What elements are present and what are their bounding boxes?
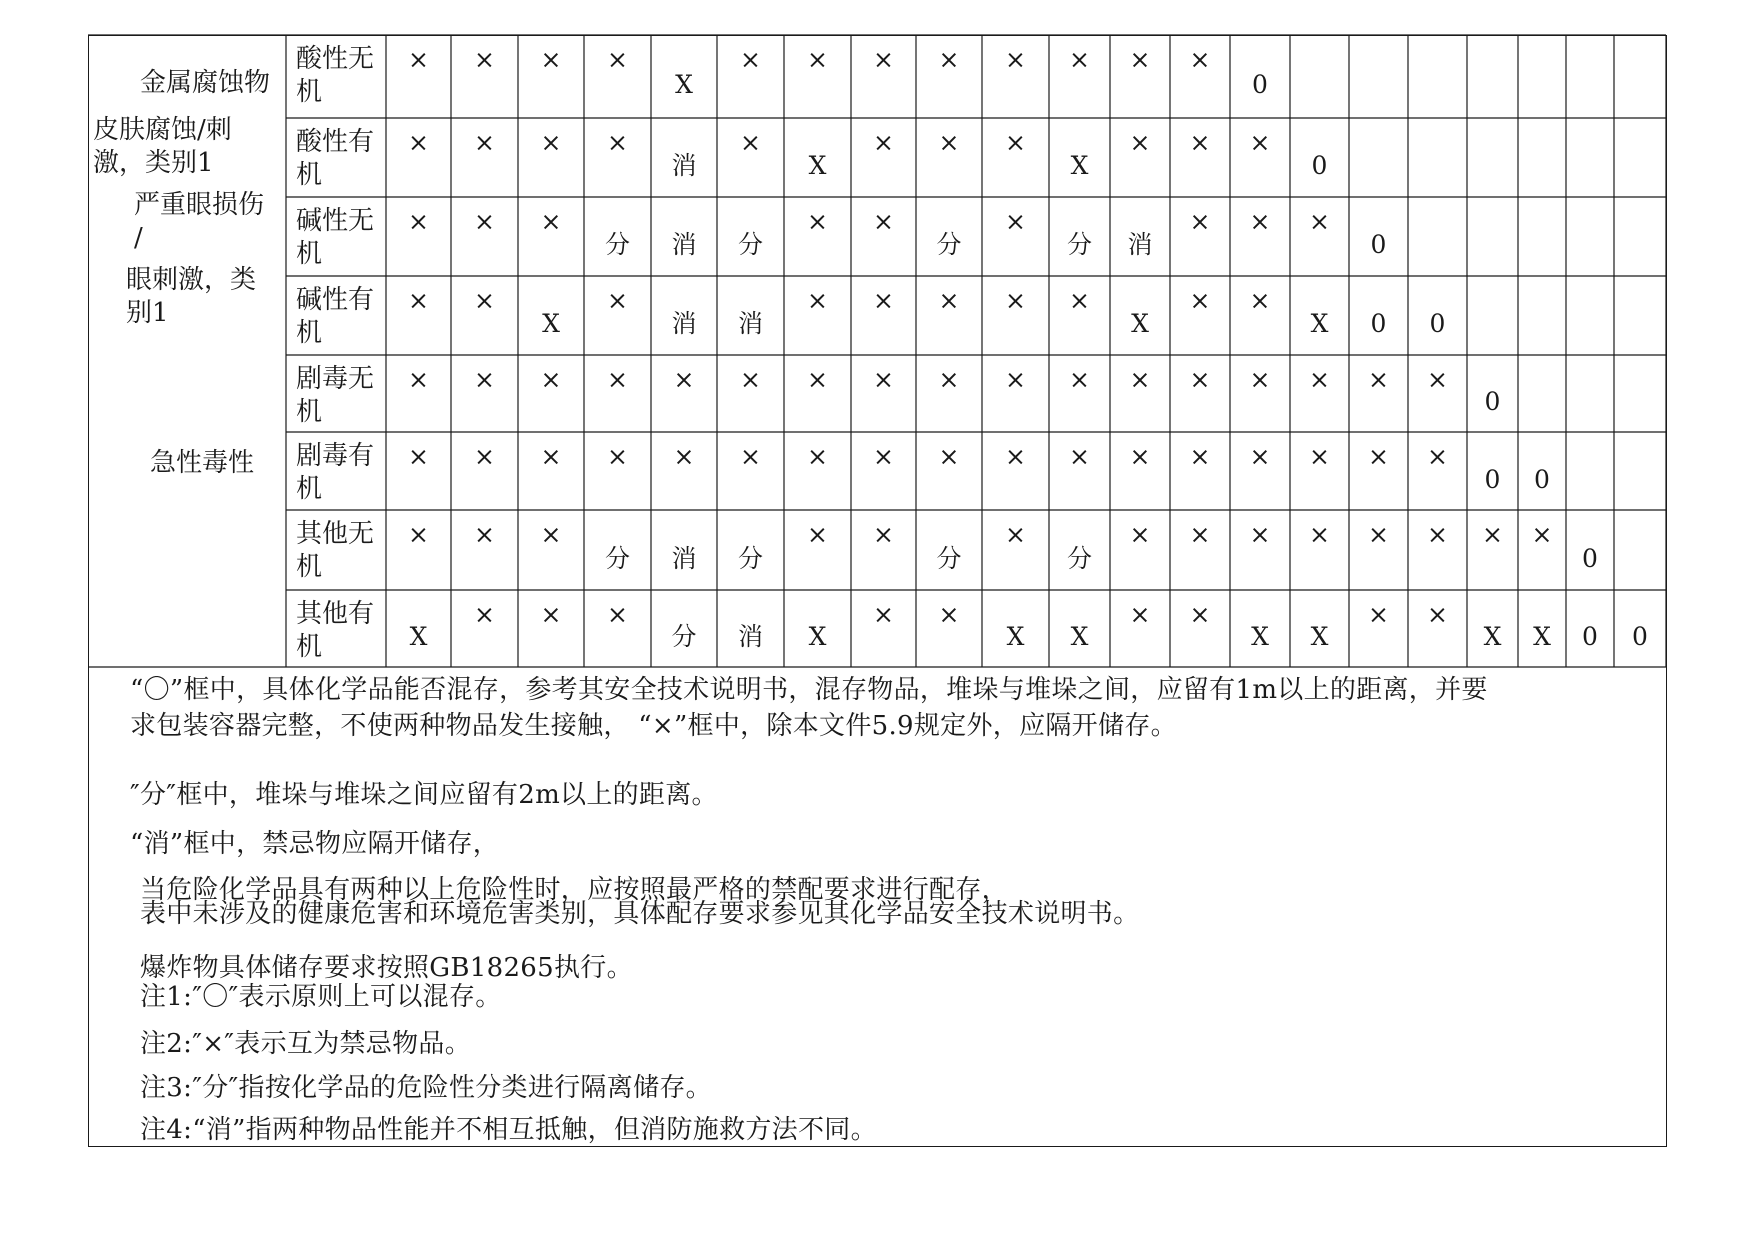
table-cell: 分 [604, 543, 630, 573]
table-cell: × [873, 520, 894, 549]
note-paragraph-fire: “消”框中，禁忌物应隔开储存， [130, 829, 500, 859]
table-cell-empty [1566, 197, 1614, 276]
table-cell: × [540, 128, 562, 157]
table-cell-empty [1614, 510, 1666, 590]
table-cell: × [1189, 520, 1211, 549]
table-cell: × [1531, 520, 1553, 549]
table-cell-empty [1290, 35, 1349, 118]
table-cell: X [1070, 151, 1089, 180]
table-cell-empty [1467, 276, 1518, 355]
table-cell-empty [1349, 35, 1408, 118]
table-cell: 分 [671, 622, 697, 651]
table-cell: × [474, 207, 495, 236]
table-cell: X [1533, 622, 1551, 651]
table-cell: 分 [737, 543, 763, 573]
table-cell: × [1069, 45, 1090, 74]
table-cell: X [409, 622, 428, 651]
table-cell: × [1129, 442, 1151, 471]
table-cell: × [474, 600, 495, 629]
table-cell: X [1251, 622, 1269, 651]
table-cell: × [938, 45, 960, 74]
table-cell: × [540, 442, 562, 471]
table-cell: × [1249, 286, 1271, 315]
table-cell: × [607, 286, 628, 315]
table-cell: 消 [671, 309, 697, 338]
category-corrosive-line6: 眼刺激，类 [126, 265, 257, 295]
table-cell: × [1129, 128, 1151, 157]
table-cell: × [408, 128, 429, 157]
table-cell: × [673, 365, 695, 394]
table-cell: × [1005, 520, 1026, 549]
table-cell-empty [1467, 118, 1518, 197]
note-paragraph-separate: ″分″框中，堆垛与堆垛之间应留有2m以上的距离。 [130, 780, 718, 810]
table-cell: × [1129, 600, 1151, 629]
table-cell: × [1427, 442, 1448, 471]
table-cell: × [873, 128, 894, 157]
table-cell: 分 [936, 543, 962, 573]
table-cell: X [1310, 622, 1329, 651]
table-cell-empty [1566, 355, 1614, 432]
table-cell-empty [1614, 355, 1666, 432]
table-cell: × [1069, 286, 1090, 315]
table-cell: × [873, 207, 894, 236]
table-cell: × [1427, 600, 1448, 629]
table-cell: 分 [1066, 543, 1092, 573]
table-cell-empty [1566, 432, 1614, 510]
table-cell: × [873, 600, 894, 629]
table-cell-empty [1518, 35, 1566, 118]
table-cell: × [1069, 442, 1090, 471]
table-cell: 消 [737, 309, 763, 338]
table-cell: 0 [1311, 151, 1328, 180]
table-cell: × [540, 520, 562, 549]
table-cell: × [1005, 45, 1026, 74]
row-label: 碱性无机 [296, 206, 375, 269]
table-cell-empty [1518, 197, 1566, 276]
table-cell-empty [1408, 35, 1467, 118]
table-cell: × [938, 286, 960, 315]
table-cell: 0 [1534, 464, 1550, 494]
table-cell: × [807, 286, 828, 315]
row-label: 酸性无机 [296, 44, 375, 107]
table-cell: × [408, 207, 429, 236]
table-cell-empty [1408, 197, 1467, 276]
table-cell-empty [1518, 276, 1566, 355]
table-cell: × [1189, 286, 1211, 315]
table-cell: × [807, 207, 828, 236]
table-cell: X [1006, 622, 1025, 651]
table-cell: × [474, 365, 495, 394]
table-cell-empty [1614, 197, 1666, 276]
table-cell: × [607, 45, 628, 74]
table-cell: × [1129, 365, 1151, 394]
table-cell: 消 [671, 230, 697, 259]
table-cell: × [540, 207, 562, 236]
category-acute-toxicity: 急性毒性 [150, 448, 255, 478]
footnote-2: 注2:″×″表示互为禁忌物品。 [140, 1029, 472, 1059]
table-cell: × [1309, 365, 1330, 394]
table-cell: × [1189, 442, 1211, 471]
note-paragraph-mixing: “〇”框中，具体化学品能否混存，参考其安全技术说明书，混存物品，堆垛与堆垛之间，应留有1m以上的距离，并要求包装容器完整，不使两种物品发生接触， “×”框中，除本文件5.9规定外，应隔开储存。 [130, 675, 1488, 741]
table-cell: × [1005, 207, 1026, 236]
table-cell: × [1189, 128, 1211, 157]
table-cell-empty [1467, 197, 1518, 276]
category-corrosive-line2: 皮肤腐蚀/刺 [93, 115, 232, 145]
row-label: 剧毒无机 [296, 364, 375, 427]
table-cell: X [1131, 309, 1149, 338]
table-cell: 消 [671, 151, 697, 180]
table-cell: × [474, 128, 495, 157]
table-cell: × [740, 128, 761, 157]
row-label: 其他有机 [296, 599, 375, 662]
table-cell: × [1189, 365, 1211, 394]
table-cell: 0 [1370, 309, 1387, 338]
footnote-1: 注1:″〇″表示原则上可以混存。 [140, 982, 502, 1012]
table-cell: 0 [1484, 464, 1501, 494]
table-cell: × [873, 45, 894, 74]
table-cell: × [873, 442, 894, 471]
table-cell: × [1368, 365, 1389, 394]
table-cell: 0 [1429, 309, 1446, 338]
table-cell: × [1249, 207, 1271, 236]
table-cell: × [408, 286, 429, 315]
table-cell: × [408, 442, 429, 471]
table-cell: × [474, 520, 495, 549]
table-cell: × [1249, 128, 1271, 157]
row-label: 其他无机 [296, 519, 375, 582]
table-cell: × [673, 442, 695, 471]
table-cell: 分 [604, 230, 630, 259]
table-cell: × [1249, 365, 1271, 394]
table-cell-empty [1566, 35, 1614, 118]
category-corrosive-line4: 严重眼损伤 [134, 190, 265, 220]
table-cell-empty [1566, 118, 1614, 197]
table-cell: X [1070, 622, 1089, 651]
footnote-4: 注4:“消”指两种物品性能并不相互抵触，但消防施救方法不同。 [140, 1115, 877, 1145]
table-cell-empty [1518, 355, 1566, 432]
table-cell: X [542, 309, 560, 338]
category-corrosive-line1: 金属腐蚀物 [140, 68, 271, 98]
table-cell: × [1005, 128, 1026, 157]
table-cell: × [607, 128, 628, 157]
footnote-3: 注3:″分″指按化学品的危险性分类进行隔离储存。 [140, 1073, 712, 1103]
table-cell: × [1189, 600, 1211, 629]
category-corrosive-line5: / [134, 223, 143, 253]
table-cell-empty [1614, 276, 1666, 355]
table-cell: 0 [1484, 387, 1501, 416]
table-cell: × [1309, 442, 1330, 471]
row-label: 碱性有机 [296, 285, 375, 348]
category-corrosive-line3: 激，类别1 [93, 148, 214, 178]
table-cell: × [807, 365, 828, 394]
table-cell: X [1483, 622, 1502, 651]
row-label: 酸性有机 [296, 127, 375, 190]
table-cell: 0 [1370, 230, 1387, 259]
table-cell: × [1482, 520, 1503, 549]
table-cell: × [1309, 520, 1330, 549]
table-cell: X [675, 70, 693, 99]
table-cell: × [938, 128, 960, 157]
table-cell: × [540, 45, 562, 74]
table-cell-empty [1614, 118, 1666, 197]
table-cell: 0 [1582, 622, 1598, 651]
table-cell: × [807, 45, 828, 74]
table-cell: × [408, 45, 429, 74]
table-cell-empty [1566, 276, 1614, 355]
table-cell: × [607, 600, 628, 629]
table-cell-empty [1518, 118, 1566, 197]
table-cell: × [1129, 45, 1151, 74]
table-cell: × [1129, 520, 1151, 549]
table-cell: × [474, 442, 495, 471]
table-cell-empty [1349, 118, 1408, 197]
table-cell: X [808, 151, 827, 180]
table-cell: × [1005, 286, 1026, 315]
table-cell: × [740, 442, 761, 471]
table-cell: × [607, 442, 628, 471]
table-cell: × [938, 600, 960, 629]
table-cell: 分 [737, 230, 763, 259]
table-cell: X [1310, 309, 1329, 338]
table-cell: × [408, 365, 429, 394]
table-cell: × [540, 365, 562, 394]
table-cell: 消 [1127, 230, 1153, 259]
table-cell: × [873, 365, 894, 394]
table-cell: 0 [1252, 70, 1268, 99]
table-cell: × [938, 365, 960, 394]
table-cell: × [607, 365, 628, 394]
table-cell: 消 [737, 622, 763, 651]
table-cell: × [1005, 442, 1026, 471]
table-cell-empty [1408, 118, 1467, 197]
table-cell: × [540, 600, 562, 629]
table-cell: × [807, 442, 828, 471]
table-cell-empty [1614, 35, 1666, 118]
table-cell: × [1189, 207, 1211, 236]
table-cell: 消 [671, 543, 697, 573]
table-cell: × [740, 45, 761, 74]
table-cell: × [1427, 520, 1448, 549]
table-cell: × [474, 45, 495, 74]
table-cell-empty [1467, 35, 1518, 118]
table-cell: × [807, 520, 828, 549]
table-cell: 分 [1066, 230, 1092, 259]
table-cell: × [1368, 600, 1389, 629]
table-cell: X [808, 622, 827, 651]
note-paragraph-explosives: 爆炸物具体储存要求按照GB18265执行。 [140, 953, 633, 983]
table-cell: × [1368, 442, 1389, 471]
table-cell: × [474, 286, 495, 315]
table-cell: × [408, 520, 429, 549]
table-cell: 分 [936, 230, 962, 259]
table-cell: × [1309, 207, 1330, 236]
table-cell: × [1249, 442, 1271, 471]
note-paragraph-multi-hazard: 当危险化学品具有两种以上危险性时，应按照最严格的禁配要求进行配存， [140, 875, 1008, 905]
table-cell: 0 [1582, 543, 1598, 573]
note-paragraph-health-env: 表中未涉及的健康危害和环境危害类别，具体配存要求参见其化学品安全技术说明书。 [140, 899, 1140, 929]
table-cell: × [1005, 365, 1026, 394]
table-cell: × [1368, 520, 1389, 549]
table-cell: × [1249, 520, 1271, 549]
table-cell: × [740, 365, 761, 394]
row-label: 剧毒有机 [296, 441, 375, 504]
table-cell: × [1427, 365, 1448, 394]
table-cell-empty [1614, 432, 1666, 510]
table-cell: × [938, 442, 960, 471]
category-corrosive-line7: 别1 [126, 298, 169, 328]
table-cell: × [873, 286, 894, 315]
table-cell: × [1069, 365, 1090, 394]
table-cell: × [1189, 45, 1211, 74]
table-cell: 0 [1632, 622, 1648, 651]
